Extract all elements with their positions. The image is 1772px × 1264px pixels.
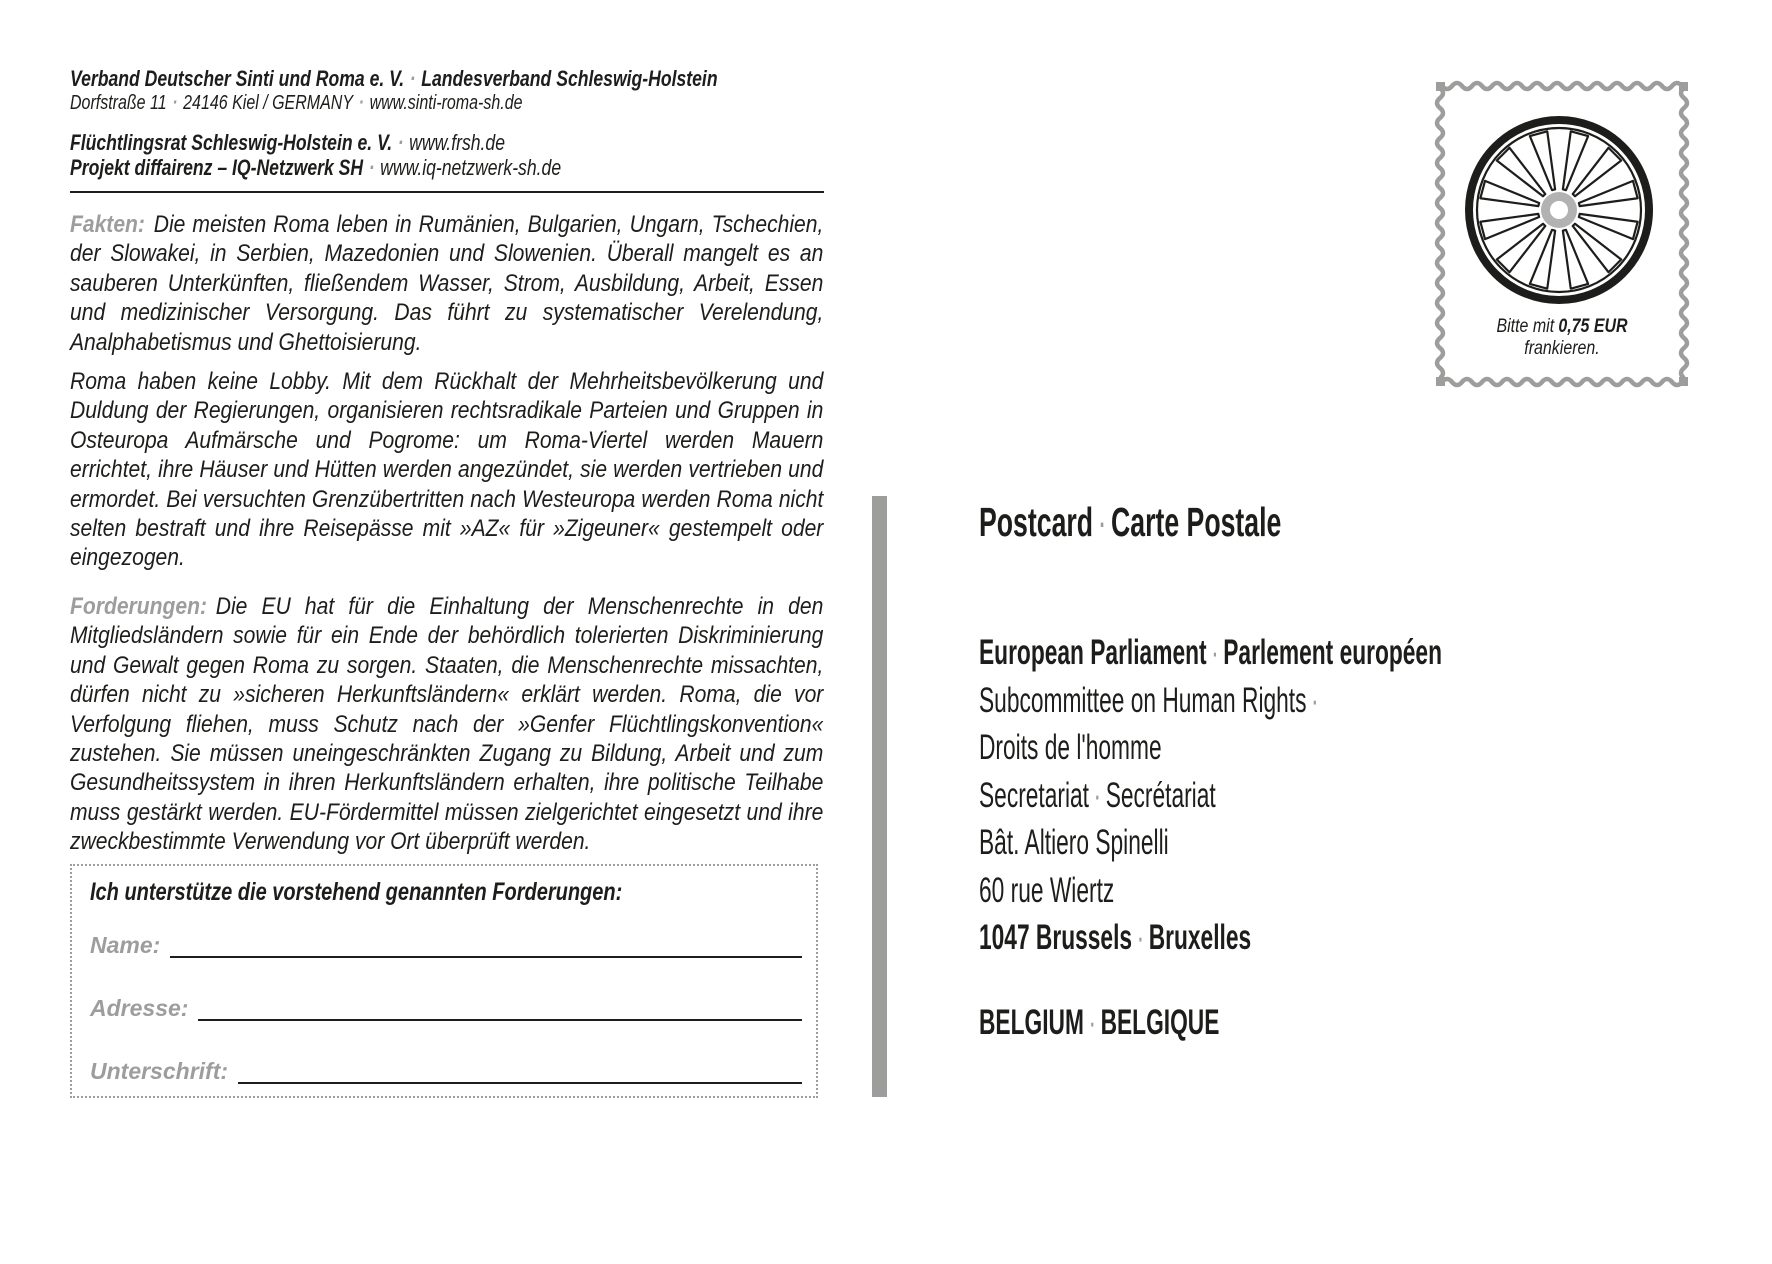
address-input-line[interactable] — [198, 995, 802, 1021]
recipient-line-street: 60 rue Wiertz — [979, 870, 1115, 910]
stamp-border-left — [1437, 88, 1443, 378]
sender-org3-url: www.iq-netzwerk-sh.de — [380, 155, 562, 180]
sender-org1-url: www.sinti-roma-sh.de — [369, 92, 523, 114]
recipient-line-subcommittee: Subcommittee on Human Rights · — [979, 680, 1319, 720]
sender-street: Dorfstraße 11 — [70, 92, 167, 114]
sender-city: 24146 Kiel / GERMANY — [183, 92, 354, 114]
signature-row — [90, 1054, 802, 1084]
separator-dot: · — [368, 155, 375, 180]
sender-org1-suffix: Landesverband Schleswig-Holstein — [421, 66, 718, 91]
recipient-line-city: 1047 Brussels · Bruxelles — [979, 918, 1252, 957]
recipient-line-parliament: European Parliament · Parlement européen — [979, 633, 1442, 672]
address-row — [90, 991, 802, 1021]
form-title: Ich unterstütze die vorstehend genannten Forderungen: — [90, 878, 623, 906]
recipient-line-droits: Droits de l'homme — [979, 728, 1162, 767]
name-label: Name: — [90, 932, 161, 958]
form-title-row — [90, 878, 755, 907]
sender-org2-url: www.frsh.de — [409, 130, 506, 155]
recipient-line-country: BELGIUM · BELGIQUE — [979, 1002, 1220, 1042]
stamp-border-top — [1442, 83, 1682, 89]
sender-org2-name: Flüchtlingsrat Schleswig-Holstein e. V. — [70, 130, 393, 155]
demands-label: Forderungen: — [70, 593, 207, 620]
signature-label: Unterschrift: — [90, 1058, 229, 1084]
wheel-hub-hole — [1550, 201, 1568, 219]
address-label: Adresse: — [90, 995, 189, 1021]
facts-text: Die meisten Roma leben in Rumänien, Bulgarien, Ungarn, Tschechien, der Slowakei, in Serbien, Mazedonien und Slowenien. Überall mangelt es an sauberen Unterkünften, fließendem Wasser, Strom, Ausbildung, Arbeit, Essen und medizinischer Versorgung. Das führt zu systematischer Verelendung, Analphabetismus und Ghettoisierung. — [70, 211, 824, 356]
stamp-corner — [1679, 82, 1688, 91]
stamp-note-amount: 0,75 EUR — [1558, 316, 1628, 337]
separator-dot: · — [1311, 680, 1319, 720]
sender-org3-line — [70, 155, 822, 180]
stamp-corner — [1679, 377, 1688, 386]
sender-org3-name: Projekt diffairenz – IQ-Netzwerk SH — [70, 155, 364, 180]
demands-text: Die EU hat für die Einhaltung der Menschenrechte in den Mitgliedsländern sowie für ein Ende der behördlich tolerierten Diskriminierung und Gewalt gegen Roma zu sorgen. Staaten, die Menschenrechte missachten, dürfen nicht zu »sicheren Herkunftsländern« erklärt werden. Roma, die vor Verfolgung fliehen, muss Schutz nach der »Genfer Flüchtlingskonvention« zustehen. Sie müssen uneingeschränkten Zugang zu Bildung, Arbeit und zum Gesundheitssystem in ihren Herkunftsländern erhalten, ihre politische Teilhabe muss gestärkt werden. EU-Fördermittel müssen zielgerichtet eingesetzt und ihre zweckbestimmte Verwendung vor Ort überprüft werden. — [70, 593, 824, 856]
name-input-line[interactable] — [170, 932, 802, 958]
stamp-note-line2: frankieren. — [1524, 338, 1600, 359]
name-row — [90, 928, 802, 958]
support-form — [70, 864, 818, 1098]
stamp-note-prefix: Bitte mit — [1496, 316, 1555, 337]
separator-dot: · — [409, 66, 416, 91]
postage-stamp-area — [1432, 78, 1692, 390]
facts-label: Fakten: — [70, 211, 145, 238]
stamp-corner — [1436, 377, 1445, 386]
facts-paragraph — [70, 210, 824, 357]
recipient-line-secretariat: Secretariat · Secrétariat — [979, 775, 1216, 815]
separator-dot: · — [397, 130, 404, 155]
stamp-corner — [1436, 82, 1445, 91]
sender-org1-name: Verband Deutscher Sinti und Roma e. V. — [70, 66, 405, 91]
demands-paragraph — [70, 592, 824, 857]
sender-org1-address-line — [70, 91, 822, 116]
vertical-divider-bar — [872, 496, 887, 1097]
separator-dot: · — [1136, 918, 1145, 957]
recipient-line-building: Bât. Altiero Spinelli — [979, 823, 1169, 862]
sender-org2-line — [70, 130, 822, 155]
romani-wheel-icon — [1462, 113, 1656, 307]
postcard-title — [979, 498, 1281, 546]
lobby-paragraph — [70, 367, 824, 573]
lobby-text: Roma haben keine Lobby. Mit dem Rückhalt der Mehrheitsbevölkerung und Duldung der Regierungen, organisieren rechtsradikale Parteien und Gruppen in Osteuropa Aufmärsche und Pogrome: um Roma-Viertel werden Mauern errichtet, ihre Häuser und Hütten werden angezündet, sie werden vertrieben und ermordet. Bei versuchten Grenzübertritten nach Westeuropa werden Roma nicht selten bestraft und ihre Reisepässe mit »AZ« für »Zigeuner« gestempelt oder eingezogen. — [70, 368, 824, 572]
stamp-note — [1453, 316, 1671, 360]
stamp-border-right — [1681, 88, 1687, 378]
sender-header — [70, 66, 824, 180]
separator-dot: · — [1088, 1002, 1097, 1042]
signature-input-line[interactable] — [238, 1058, 802, 1084]
separator-dot: · — [172, 92, 178, 114]
header-divider-line — [70, 191, 824, 193]
recipient-address — [979, 629, 1691, 1046]
postcard-title-fr: Carte Postale — [1111, 499, 1282, 545]
separator-dot: · — [1093, 775, 1102, 815]
sender-org1-line — [70, 66, 822, 91]
stamp-border-bottom — [1442, 379, 1682, 385]
postcard-title-en: Postcard — [979, 499, 1094, 545]
separator-dot: · — [358, 92, 364, 114]
separator-dot: · — [1211, 633, 1219, 672]
separator-dot: · — [1097, 499, 1107, 545]
